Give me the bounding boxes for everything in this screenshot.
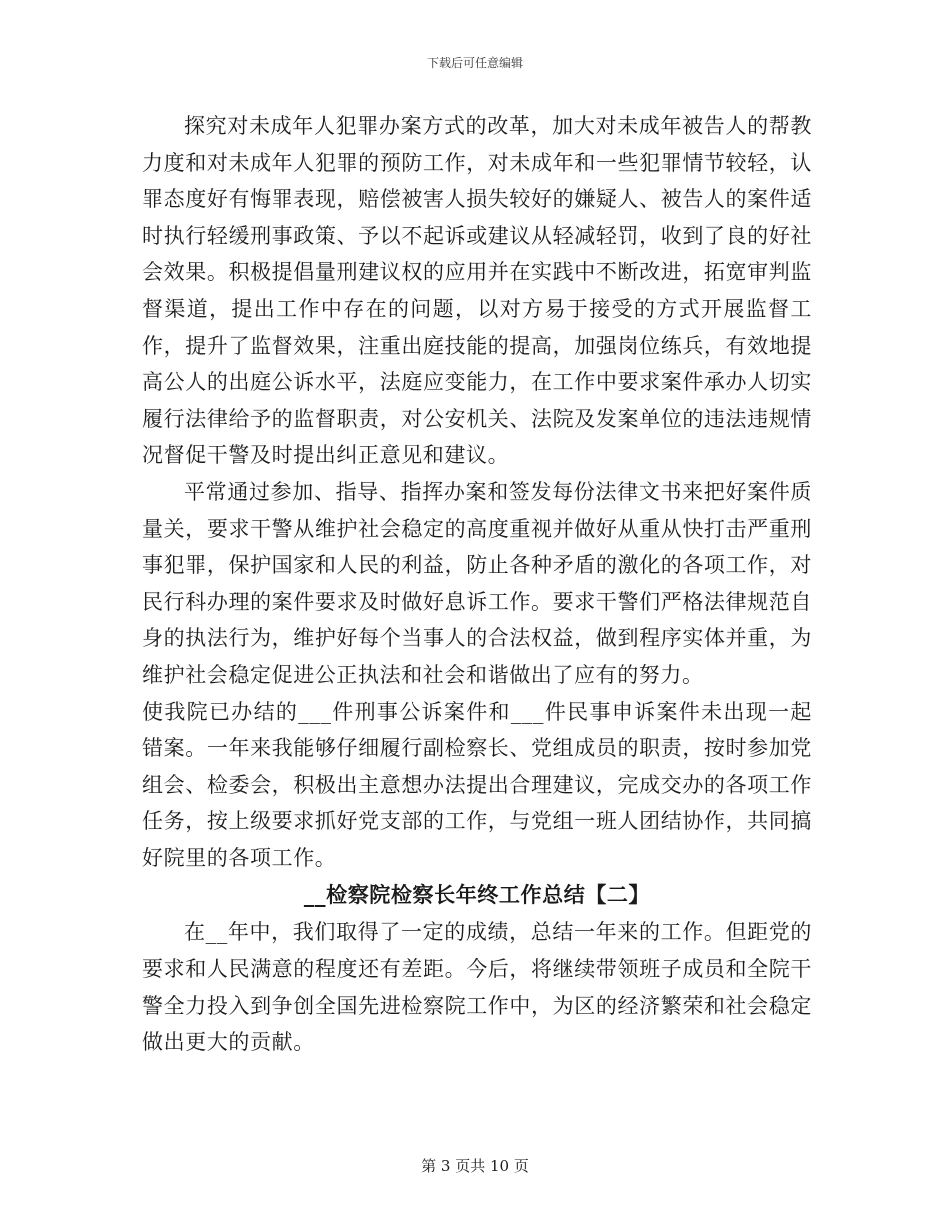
section-heading: __检察院检察长年终工作总结【二】 xyxy=(303,883,651,908)
paragraph-1: 探究对未成年人犯罪办案方式的改革，加大对未成年被告人的帮教力度和对未成年人犯罪的预防工作，对未成年和一些犯罪情节较轻，认罪态度好有悔罪表现，赔偿被害人损失较好的嫌疑人、被告人的案件适时执行轻缓刑事政策、予以不起诉或建议从轻减轻罚，收到了良的好社会效果。积极提倡量刑建议权的应用并在实践中不断改进，拓宽审判监督渠道，提出工作中存在的问题，以对方易于接受的方式开展监督工作，提升了监督效果，注重出庭技能的提高，加强岗位练兵，有效地提高公人的出庭公诉水平，法庭应变能力，在工作中要求案件承办人切实履行法律给予的监督职责，对公安机关、法院及发案单位的违法违规情况督促干警及时提出纠正意见和建议。 xyxy=(142,114,812,468)
page-header-note: 下载后可任意编辑 xyxy=(426,56,523,70)
paragraph-4: 在__年中，我们取得了一定的成绩，总结一年来的工作。但距党的要求和人民满意的程度还有差距。今后，将继续带领班子成员和全院干警全力投入到争创全国先进检察院工作中，为区的经济繁荣和社会稳定做出更大的贡献。 xyxy=(142,920,812,1055)
page-number-footer: 第 3 页共 10 页 xyxy=(421,1157,529,1175)
paragraph-3: 使我院已办结的___件刑事公诉案件和___件民事申诉案件未出现一起错案。一年来我能够仔细履行副检察长、党组成员的职责，按时参加党组会、检委会，积极出主意想办法提出合理建议，完成交办的各项工作任务，按上级要求抓好党支部的工作，与党组一班人团结协作，共同搞好院里的各项工作。 xyxy=(142,699,812,870)
document-body xyxy=(142,108,812,1061)
paragraph-2: 平常通过参加、指导、指挥办案和签发每份法律文书来把好案件质量关，要求干警从维护社会稳定的高度重视并做好从重从快打击严重刑事犯罪，保护国家和人民的利益，防止各种矛盾的激化的各项工作，对民行科办理的案件要求及时做好息诉工作。要求干警们严格法律规范自身的执法行为，维护好每个当事人的合法权益，做到程序实体并重，为维护社会稳定促进公正执法和社会和谐做出了应有的努力。 xyxy=(142,479,812,687)
